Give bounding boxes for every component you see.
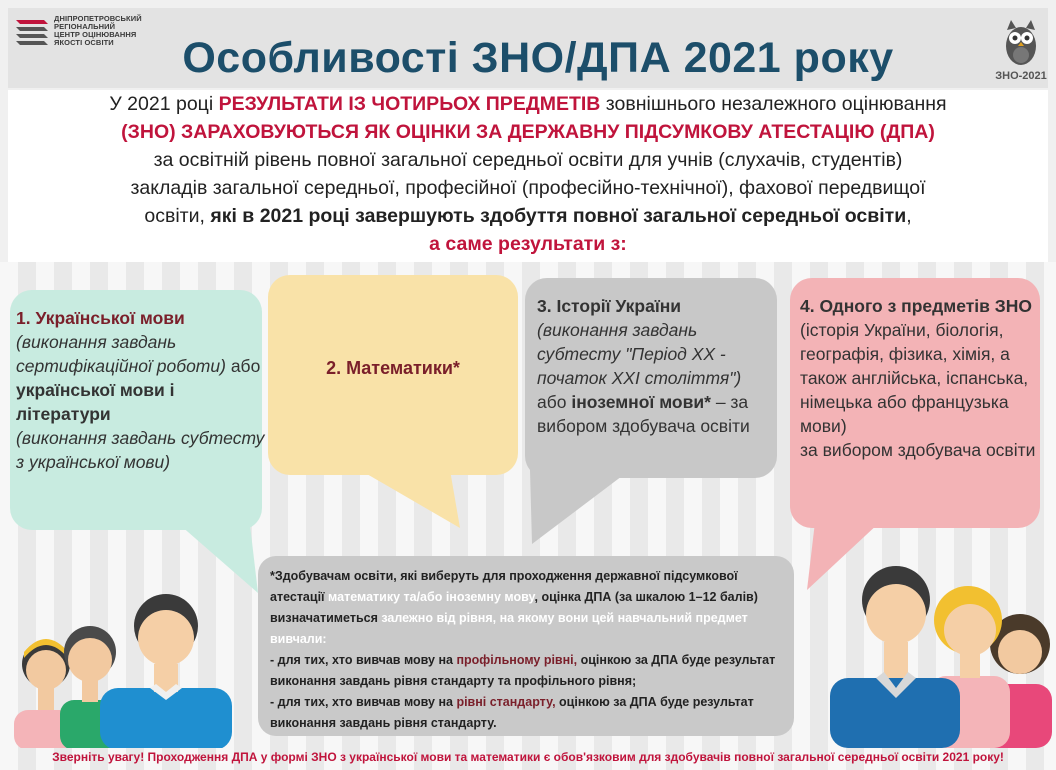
- connector: або: [537, 392, 572, 412]
- item-number: 1.: [16, 308, 36, 328]
- note-part: *Здобувачам освіти, які виберуть для проходження державної підсумкової атестації: [270, 569, 738, 604]
- bubble-tail: [530, 470, 640, 545]
- intro-text-part: ,: [906, 205, 912, 227]
- intro-text: [8, 90, 1048, 262]
- intro-line: за освітній рівень повної загальної середньої освіти для учнів (слухачів, студентів): [153, 149, 903, 171]
- subject-name: 3. Історії України: [537, 296, 682, 316]
- intro-line: [8, 90, 1048, 118]
- subject-list: (історія України, біологія, географія, фізика, хімія, а також англійська, іспанська, німецька або французька мови): [800, 320, 1029, 436]
- subject-note: (виконання завдань субтесту "Період XX - початок XXI століття"): [537, 320, 742, 388]
- logo-line: РЕГІОНАЛЬНИЙ: [54, 22, 116, 31]
- intro-highlight: РЕЗУЛЬТАТИ ІЗ ЧОТИРЬОХ ПРЕДМЕТІВ: [218, 93, 601, 115]
- subject-name: іноземної мови*: [571, 392, 711, 412]
- choice-note: – за вибором здобувача освіти: [537, 392, 750, 436]
- header-bar: [8, 8, 1048, 88]
- intro-text-part: зовнішнього незалежного оцінювання: [600, 93, 947, 115]
- logo-line: ЦЕНТР ОЦІНЮВАННЯ: [54, 30, 137, 39]
- bubble-tail: [360, 470, 460, 530]
- intro-line-highlight: (ЗНО) ЗАРАХОВУЮТЬСЯ ЯК ОЦІНКИ ЗА ДЕРЖАВНУ ПІДСУМКОВУ АТЕСТАЦІЮ (ДПА): [121, 121, 935, 143]
- note-part: , оцінка ДПА (за шкалою 1–12 балів) визначатиметься: [270, 590, 758, 625]
- owl-badge: [992, 12, 1050, 84]
- footer-warning: Зверніть увагу! Проходження ДПА у формі ЗНО з української мови та математики є обов'язковим для здобувачів повної загальної середньої освіти 2021 року!: [52, 750, 1004, 764]
- note-highlight: залежно від рівня, на якому вони цей навчальний предмет вивчали:: [270, 611, 748, 646]
- subject-name: української мови і літератури: [16, 380, 175, 424]
- bubble-history-text: [537, 294, 773, 438]
- note-highlight: математику та/або іноземну мову: [328, 590, 535, 604]
- badge-label: ЗНО-2021: [995, 70, 1047, 82]
- note-text: [270, 566, 786, 734]
- subject-note: (виконання завдань субтесту з української мови): [16, 428, 265, 472]
- page-title: Особливості ЗНО/ДПА 2021 року: [182, 34, 894, 82]
- subject-name: Української мови: [35, 308, 185, 328]
- intro-bold: які в 2021 році завершують здобуття повної загальної середньої освіти: [210, 205, 907, 227]
- owl-icon: [992, 12, 1050, 70]
- bubble-ukrainian-text: [16, 306, 266, 474]
- note-part: - для тих, хто вивчав мову на: [270, 653, 457, 667]
- connector: або: [225, 356, 261, 376]
- intro-text-part: У 2021 році: [109, 93, 219, 115]
- students-left-illustration: [0, 560, 250, 748]
- students-right-illustration: [820, 548, 1052, 748]
- intro-line-highlight: а саме результати з:: [429, 233, 627, 255]
- logo-line: ДНІПРОПЕТРОВСЬКИЙ: [54, 14, 142, 23]
- logo-mark-icon: [14, 16, 54, 46]
- note-level: рівні стандарту,: [456, 695, 556, 709]
- note-part: оцінкою за ДПА буде результат виконання завдань рівня стандарту.: [270, 695, 754, 730]
- note-level: профільному рівні,: [456, 653, 578, 667]
- choice-note: за вибором здобувача освіти: [800, 440, 1036, 460]
- intro-line: закладів загальної середньої, професійної (професійно-технічної), фахової передвищої: [130, 177, 926, 199]
- note-part: оцінкою за ДПА буде результат виконання завдань рівня стандарту та профільного рівня;: [270, 653, 776, 688]
- note-part: - для тих, хто вивчав мову на: [270, 695, 457, 709]
- subject-math: 2. Математики*: [326, 358, 460, 378]
- intro-line: [8, 202, 1048, 230]
- intro-text-part: освіти,: [144, 205, 211, 227]
- bubble-elective-text: [800, 294, 1036, 462]
- subject-name: 4. Одного з предметів ЗНО: [800, 296, 1032, 316]
- logo-line: ЯКОСТІ ОСВІТИ: [54, 38, 114, 47]
- subject-note: (виконання завдань сертифікаційної роботи): [16, 332, 226, 376]
